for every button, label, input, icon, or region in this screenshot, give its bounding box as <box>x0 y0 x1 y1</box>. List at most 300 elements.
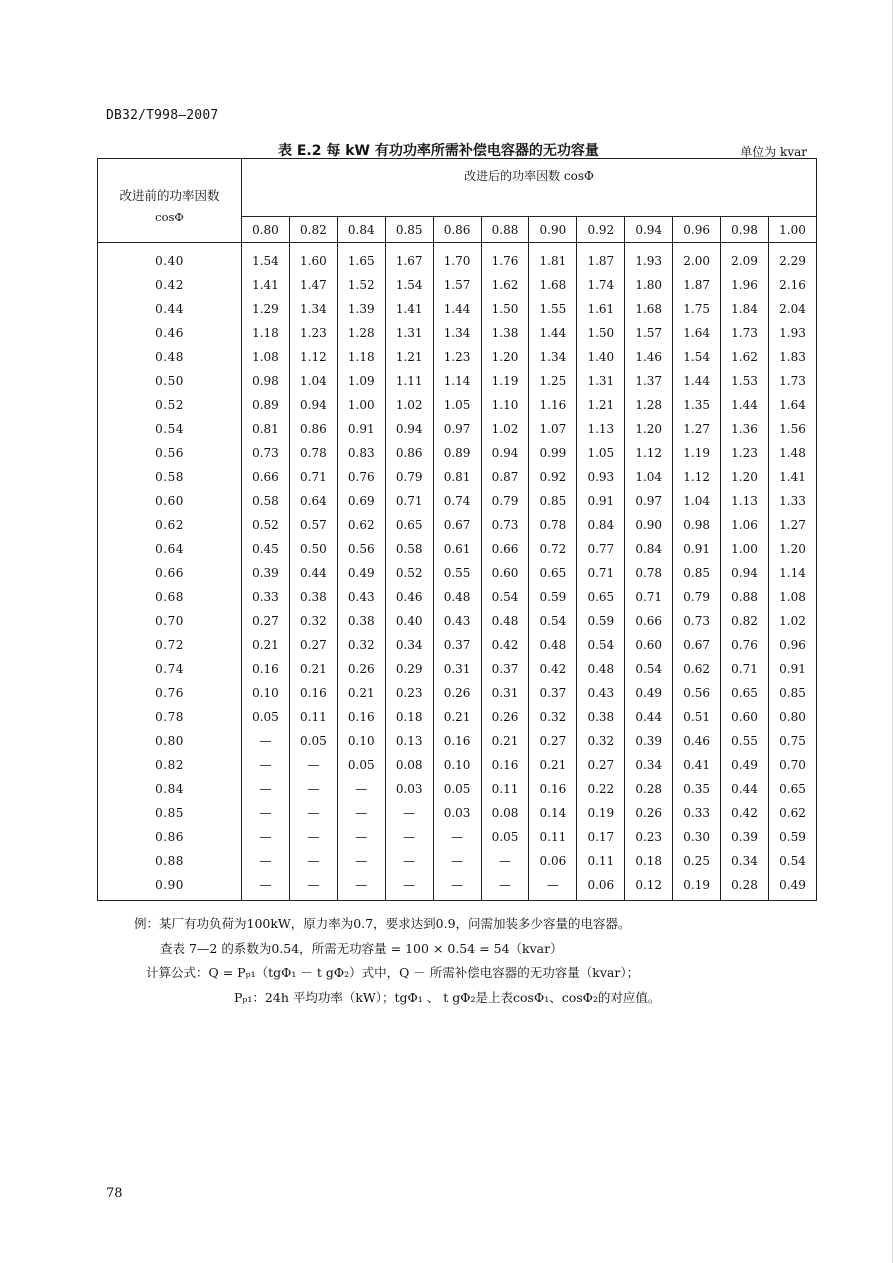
table-cell: 0.85 <box>673 561 721 585</box>
table-cell: 0.23 <box>625 825 673 849</box>
table-cell: 1.41 <box>768 465 816 489</box>
table-cell: 0.58 <box>242 489 290 513</box>
table-cell: 0.10 <box>337 729 385 753</box>
column-header: 0.82 <box>289 217 337 243</box>
table-cell: 1.68 <box>529 273 577 297</box>
table-cell: 0.70 <box>768 753 816 777</box>
table-cell: 0.76 <box>721 633 769 657</box>
table-cell: 0.16 <box>433 729 481 753</box>
table-cell: — <box>242 753 290 777</box>
table-row <box>98 873 817 901</box>
table-row <box>98 441 817 465</box>
table-cell: 1.04 <box>625 465 673 489</box>
column-header: 1.00 <box>768 217 816 243</box>
table-body <box>98 243 817 901</box>
table-cell: 1.27 <box>673 417 721 441</box>
table-cell: 0.98 <box>673 513 721 537</box>
table-cell: 2.00 <box>673 243 721 274</box>
note-formula-definitions: Pₚ₁：24h 平均功率（kW）；tgΦ₁ 、 t gΦ₂是上表cosΦ₁、cosΦ₂的对应值。 <box>234 989 661 1005</box>
table-cell: — <box>337 801 385 825</box>
table-cell: 1.60 <box>289 243 337 274</box>
table-cell: 0.59 <box>577 609 625 633</box>
table-cell: 0.80 <box>768 705 816 729</box>
table-cell: 1.96 <box>721 273 769 297</box>
table-cell: 0.94 <box>721 561 769 585</box>
table-row <box>98 801 817 825</box>
table-cell: 0.57 <box>289 513 337 537</box>
table-cell: 1.05 <box>577 441 625 465</box>
table-row <box>98 513 817 537</box>
row-power-factor: 0.84 <box>98 777 242 801</box>
table-cell: 0.93 <box>577 465 625 489</box>
column-header: 0.84 <box>337 217 385 243</box>
table-row <box>98 849 817 873</box>
table-cell: 0.54 <box>625 657 673 681</box>
capacitor-table <box>97 158 817 901</box>
table-cell: 0.99 <box>529 441 577 465</box>
table-cell: 0.74 <box>433 489 481 513</box>
row-power-factor: 0.80 <box>98 729 242 753</box>
row-power-factor: 0.76 <box>98 681 242 705</box>
table-cell: 0.31 <box>481 681 529 705</box>
row-power-factor: 0.60 <box>98 489 242 513</box>
table-cell: 1.11 <box>385 369 433 393</box>
table-cell: 0.60 <box>481 561 529 585</box>
table-cell: 0.11 <box>481 777 529 801</box>
table-cell: 1.16 <box>529 393 577 417</box>
table-cell: 0.18 <box>625 849 673 873</box>
row-power-factor: 0.74 <box>98 657 242 681</box>
table-cell: 0.92 <box>529 465 577 489</box>
table-cell: 1.50 <box>481 297 529 321</box>
table-cell: 0.43 <box>577 681 625 705</box>
table-cell: 0.35 <box>673 777 721 801</box>
table-cell: 0.48 <box>481 609 529 633</box>
table-cell: 0.87 <box>481 465 529 489</box>
table-cell: 0.16 <box>481 753 529 777</box>
table-cell: 1.93 <box>625 243 673 274</box>
table-cell: 0.71 <box>385 489 433 513</box>
table-cell: 0.86 <box>289 417 337 441</box>
table-cell: 1.05 <box>433 393 481 417</box>
table-cell: 0.81 <box>242 417 290 441</box>
table-cell: 0.05 <box>481 825 529 849</box>
table-cell: 0.90 <box>625 513 673 537</box>
table-row <box>98 273 817 297</box>
table-cell: — <box>385 873 433 901</box>
table-cell: 1.04 <box>673 489 721 513</box>
table-cell: 1.09 <box>337 369 385 393</box>
table-cell: 0.91 <box>673 537 721 561</box>
row-power-factor: 0.68 <box>98 585 242 609</box>
table-cell: 1.23 <box>433 345 481 369</box>
table-cell: 1.39 <box>337 297 385 321</box>
table-cell: 0.21 <box>289 657 337 681</box>
row-power-factor: 0.54 <box>98 417 242 441</box>
table-cell: — <box>289 753 337 777</box>
table-cell: 0.66 <box>481 537 529 561</box>
table-cell: 0.19 <box>673 873 721 901</box>
table-cell: 0.65 <box>577 585 625 609</box>
table-cell: 1.87 <box>577 243 625 274</box>
table-cell: 0.97 <box>625 489 673 513</box>
table-cell: 1.20 <box>768 537 816 561</box>
table-cell: 0.34 <box>721 849 769 873</box>
table-cell: 0.31 <box>433 657 481 681</box>
table-cell: 0.27 <box>242 609 290 633</box>
table-cell: 0.21 <box>529 753 577 777</box>
row-power-factor: 0.40 <box>98 243 242 274</box>
table-cell: 0.76 <box>337 465 385 489</box>
table-cell: — <box>289 801 337 825</box>
table-cell: 0.73 <box>481 513 529 537</box>
table-cell: 0.08 <box>385 753 433 777</box>
row-power-factor: 0.42 <box>98 273 242 297</box>
row-power-factor: 0.78 <box>98 705 242 729</box>
table-cell: 0.65 <box>768 777 816 801</box>
table-cell: 0.55 <box>721 729 769 753</box>
table-cell: 1.84 <box>721 297 769 321</box>
table-cell: 0.61 <box>433 537 481 561</box>
table-cell: 0.56 <box>337 537 385 561</box>
table-cell: 1.57 <box>625 321 673 345</box>
table-cell: 0.33 <box>242 585 290 609</box>
row-power-factor: 0.62 <box>98 513 242 537</box>
row-power-factor: 0.88 <box>98 849 242 873</box>
table-row <box>98 297 817 321</box>
table-row <box>98 585 817 609</box>
table-row <box>98 681 817 705</box>
table-cell: 0.26 <box>481 705 529 729</box>
table-cell: 1.40 <box>577 345 625 369</box>
table-row <box>98 609 817 633</box>
table-cell: 0.69 <box>337 489 385 513</box>
table-cell: 0.37 <box>433 633 481 657</box>
table-cell: 1.18 <box>242 321 290 345</box>
table-cell: 0.11 <box>529 825 577 849</box>
table-cell: 0.32 <box>289 609 337 633</box>
table-cell: 0.71 <box>289 465 337 489</box>
table-title: 表 E.2 每 kW 有功功率所需补偿电容器的无功容量 <box>278 143 599 159</box>
table-row <box>98 777 817 801</box>
table-cell: 0.94 <box>289 393 337 417</box>
table-row <box>98 393 817 417</box>
table-cell: 0.91 <box>768 657 816 681</box>
table-cell: 0.06 <box>577 873 625 901</box>
table-cell: 0.49 <box>625 681 673 705</box>
table-row <box>98 417 817 441</box>
table-cell: 1.87 <box>673 273 721 297</box>
table-cell: 1.53 <box>721 369 769 393</box>
table-cell: 0.64 <box>289 489 337 513</box>
table-cell: 1.52 <box>337 273 385 297</box>
table-cell: 0.81 <box>433 465 481 489</box>
table-cell: 0.49 <box>721 753 769 777</box>
table-cell: 1.47 <box>289 273 337 297</box>
column-header: 0.88 <box>481 217 529 243</box>
table-cell: 1.34 <box>529 345 577 369</box>
table-row <box>98 537 817 561</box>
table-cell: 0.32 <box>529 705 577 729</box>
row-power-factor: 0.44 <box>98 297 242 321</box>
table-cell: 0.43 <box>433 609 481 633</box>
table-cell: 1.14 <box>768 561 816 585</box>
table-cell: 0.91 <box>577 489 625 513</box>
table-cell: 1.44 <box>721 393 769 417</box>
row-power-factor: 0.70 <box>98 609 242 633</box>
table-cell: 0.91 <box>337 417 385 441</box>
table-cell: 0.79 <box>481 489 529 513</box>
row-power-factor: 0.82 <box>98 753 242 777</box>
column-header: 0.96 <box>673 217 721 243</box>
row-power-factor: 0.48 <box>98 345 242 369</box>
table-cell: — <box>242 729 290 753</box>
table-cell: 0.05 <box>433 777 481 801</box>
table-cell: 0.26 <box>337 657 385 681</box>
table-cell: 0.98 <box>242 369 290 393</box>
table-cell: 1.48 <box>768 441 816 465</box>
table-cell: 0.89 <box>433 441 481 465</box>
table-cell: 0.21 <box>481 729 529 753</box>
table-cell: 1.19 <box>673 441 721 465</box>
table-cell: — <box>385 849 433 873</box>
table-row <box>98 825 817 849</box>
table-cell: 1.38 <box>481 321 529 345</box>
table-unit: 单位为 kvar <box>740 145 807 159</box>
table-cell: 0.75 <box>768 729 816 753</box>
table-cell: 1.18 <box>337 345 385 369</box>
table-cell: 0.54 <box>529 609 577 633</box>
table-cell: 1.02 <box>768 609 816 633</box>
table-cell: 0.56 <box>673 681 721 705</box>
table-cell: 0.14 <box>529 801 577 825</box>
table-cell: — <box>242 825 290 849</box>
table-cell: — <box>242 873 290 901</box>
table-cell: — <box>433 873 481 901</box>
table-cell: 0.54 <box>577 633 625 657</box>
row-power-factor: 0.72 <box>98 633 242 657</box>
table-cell: 1.31 <box>385 321 433 345</box>
table-cell: 0.34 <box>625 753 673 777</box>
table-cell: 1.12 <box>673 465 721 489</box>
table-cell: 0.38 <box>577 705 625 729</box>
table-cell: — <box>289 825 337 849</box>
table-cell: — <box>529 873 577 901</box>
table-cell: 0.46 <box>673 729 721 753</box>
table-cell: 0.38 <box>289 585 337 609</box>
table-cell: 1.44 <box>433 297 481 321</box>
table-cell: 0.84 <box>625 537 673 561</box>
table-cell: 2.04 <box>768 297 816 321</box>
table-cell: 1.80 <box>625 273 673 297</box>
table-cell: 0.28 <box>721 873 769 901</box>
table-cell: 0.32 <box>577 729 625 753</box>
table-cell: 0.30 <box>673 825 721 849</box>
table-cell: 0.79 <box>673 585 721 609</box>
table-cell: 1.54 <box>673 345 721 369</box>
table-cell: 0.48 <box>577 657 625 681</box>
table-row <box>98 753 817 777</box>
table-cell: 1.50 <box>577 321 625 345</box>
table-cell: 0.34 <box>385 633 433 657</box>
table-cell: 1.07 <box>529 417 577 441</box>
table-row <box>98 705 817 729</box>
table-cell: 0.65 <box>721 681 769 705</box>
table-cell: — <box>289 873 337 901</box>
table-cell: 0.78 <box>289 441 337 465</box>
table-row <box>98 369 817 393</box>
table-cell: 0.65 <box>385 513 433 537</box>
table-cell: 0.79 <box>385 465 433 489</box>
table-cell: 1.41 <box>242 273 290 297</box>
table-cell: 1.73 <box>721 321 769 345</box>
column-header: 0.98 <box>721 217 769 243</box>
table-cell: 0.49 <box>337 561 385 585</box>
table-cell: 0.97 <box>433 417 481 441</box>
table-cell: 1.20 <box>625 417 673 441</box>
table-cell: 0.05 <box>242 705 290 729</box>
table-cell: 0.54 <box>768 849 816 873</box>
table-cell: 0.32 <box>337 633 385 657</box>
table-cell: 0.48 <box>529 633 577 657</box>
table-cell: 2.16 <box>768 273 816 297</box>
row-power-factor: 0.52 <box>98 393 242 417</box>
table-cell: 0.88 <box>721 585 769 609</box>
table-cell: 1.10 <box>481 393 529 417</box>
table-cell: 0.38 <box>337 609 385 633</box>
table-cell: 0.13 <box>385 729 433 753</box>
table-cell: 0.54 <box>481 585 529 609</box>
table-cell: 1.70 <box>433 243 481 274</box>
table-cell: — <box>337 873 385 901</box>
table-cell: 0.44 <box>625 705 673 729</box>
table-cell: 0.28 <box>625 777 673 801</box>
table-cell: 1.64 <box>673 321 721 345</box>
table-cell: 1.61 <box>577 297 625 321</box>
table-cell: 0.44 <box>721 777 769 801</box>
table-cell: 1.37 <box>625 369 673 393</box>
table-cell: 0.11 <box>289 705 337 729</box>
table-cell: 0.52 <box>242 513 290 537</box>
table-cell: 1.31 <box>577 369 625 393</box>
table-cell: — <box>481 873 529 901</box>
document-code: DB32/T998—2007 <box>106 108 219 123</box>
row-header <box>98 159 242 243</box>
table-cell: 0.29 <box>385 657 433 681</box>
table-cell: 0.16 <box>242 657 290 681</box>
column-header: 0.90 <box>529 217 577 243</box>
table-cell: 0.40 <box>385 609 433 633</box>
table-cell: 1.29 <box>242 297 290 321</box>
table-cell: 0.05 <box>337 753 385 777</box>
table-cell: 0.85 <box>768 681 816 705</box>
table-cell: 0.06 <box>529 849 577 873</box>
table-row <box>98 465 817 489</box>
table-cell: 0.08 <box>481 801 529 825</box>
table-cell: 1.20 <box>721 465 769 489</box>
table-cell: 1.54 <box>385 273 433 297</box>
table-cell: 0.59 <box>529 585 577 609</box>
table-cell: 0.62 <box>768 801 816 825</box>
table-cell: 0.55 <box>433 561 481 585</box>
table-cell: 1.34 <box>433 321 481 345</box>
table-cell: 0.48 <box>433 585 481 609</box>
row-power-factor: 0.85 <box>98 801 242 825</box>
row-power-factor: 0.56 <box>98 441 242 465</box>
table-cell: 0.86 <box>385 441 433 465</box>
table-cell: — <box>337 849 385 873</box>
table-cell: 0.27 <box>577 753 625 777</box>
table-cell: 2.29 <box>768 243 816 274</box>
table-cell: 0.27 <box>289 633 337 657</box>
table-cell: 1.73 <box>768 369 816 393</box>
table-cell: — <box>289 777 337 801</box>
table-cell: 1.19 <box>481 369 529 393</box>
table-row <box>98 657 817 681</box>
table-cell: — <box>337 777 385 801</box>
table-cell: 1.67 <box>385 243 433 274</box>
table-cell: 1.12 <box>625 441 673 465</box>
table-row <box>98 345 817 369</box>
table-cell: 0.42 <box>529 657 577 681</box>
table-cell: 1.00 <box>721 537 769 561</box>
table-cell: — <box>385 801 433 825</box>
row-power-factor: 0.64 <box>98 537 242 561</box>
table-cell: 0.89 <box>242 393 290 417</box>
table-row <box>98 561 817 585</box>
table-cell: 1.34 <box>289 297 337 321</box>
table-cell: 0.49 <box>768 873 816 901</box>
table-cell: 1.27 <box>768 513 816 537</box>
table-cell: 1.65 <box>337 243 385 274</box>
table-cell: 1.62 <box>481 273 529 297</box>
table-cell: 0.42 <box>481 633 529 657</box>
table-cell: 0.43 <box>337 585 385 609</box>
table-cell: 0.71 <box>625 585 673 609</box>
row-power-factor: 0.58 <box>98 465 242 489</box>
table-cell: 1.93 <box>768 321 816 345</box>
notes <box>134 912 660 1010</box>
note-lookup: 查表 7—2 的系数为0.54，所需无功容量 = 100 × 0.54 = 54（kvar） <box>160 940 563 956</box>
table-cell: 1.62 <box>721 345 769 369</box>
table-cell: 0.37 <box>529 681 577 705</box>
table-cell: 0.82 <box>721 609 769 633</box>
table-cell: 1.06 <box>721 513 769 537</box>
row-power-factor: 0.90 <box>98 873 242 901</box>
table-cell: 0.26 <box>433 681 481 705</box>
table-cell: 0.60 <box>625 633 673 657</box>
table-cell: 1.13 <box>721 489 769 513</box>
table-cell: — <box>289 849 337 873</box>
table-cell: 0.85 <box>529 489 577 513</box>
note-formula: 计算公式：Q = Pₚ₁（tgΦ₁ － t gΦ₂）式中，Q － 所需补偿电容器的无功容量（kvar）； <box>146 965 640 980</box>
table-cell: 1.00 <box>337 393 385 417</box>
table-cell: 1.56 <box>768 417 816 441</box>
table-cell: 1.21 <box>385 345 433 369</box>
table-cell: 1.64 <box>768 393 816 417</box>
table-cell: 1.81 <box>529 243 577 274</box>
table-cell: 0.03 <box>433 801 481 825</box>
column-header: 0.94 <box>625 217 673 243</box>
table-cell: 0.52 <box>385 561 433 585</box>
table-cell: 1.08 <box>768 585 816 609</box>
table-cell: 0.45 <box>242 537 290 561</box>
table-cell: 0.83 <box>337 441 385 465</box>
table-cell: 1.41 <box>385 297 433 321</box>
table-cell: 1.36 <box>721 417 769 441</box>
row-power-factor: 0.50 <box>98 369 242 393</box>
table-cell: 1.83 <box>768 345 816 369</box>
